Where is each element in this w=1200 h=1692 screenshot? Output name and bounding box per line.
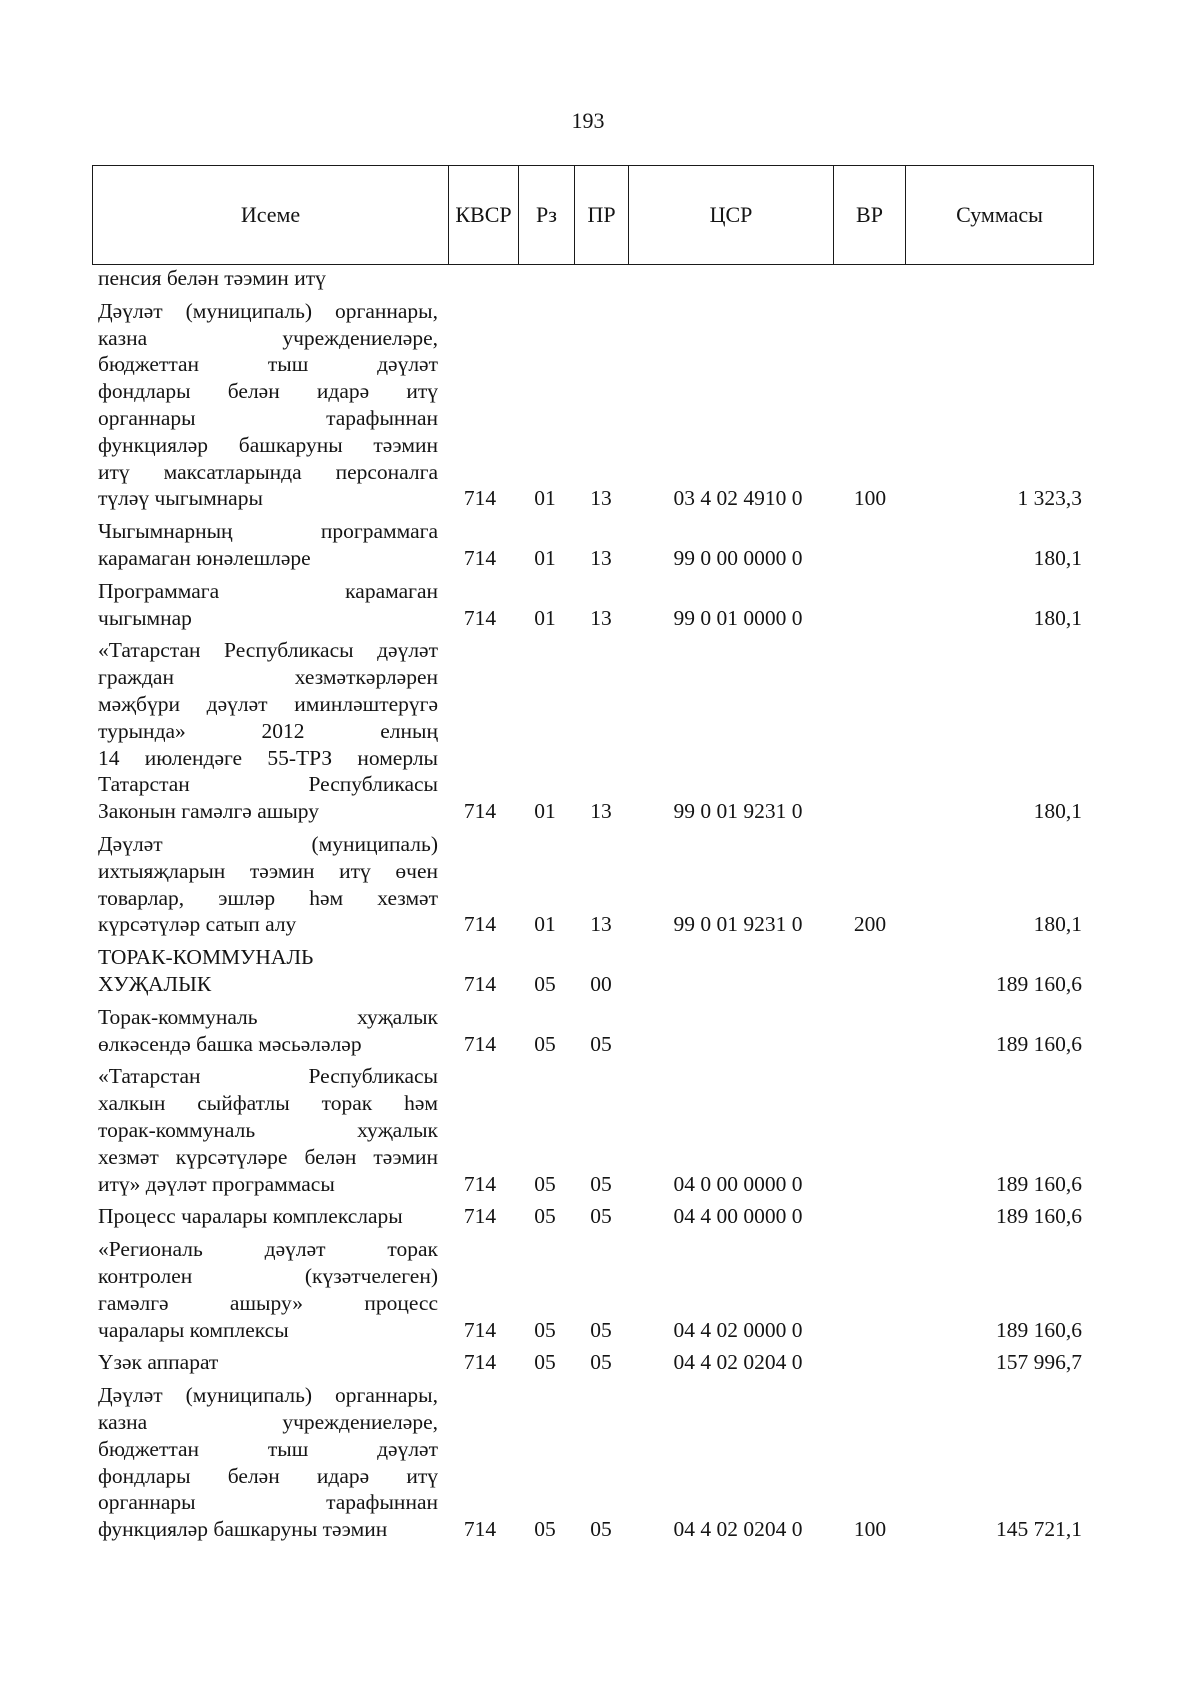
kvsr-cell: 714 [463, 971, 497, 996]
table-row [0, 1203, 1200, 1230]
header-pr: ПР [575, 166, 629, 264]
row-name-line: мәҗбүри дәүләт иминләштерүгә [98, 691, 438, 716]
table-body [0, 265, 1200, 1549]
row-name [98, 1004, 438, 1058]
table-row [0, 1382, 1200, 1543]
rz-cell: 01 [534, 486, 556, 511]
header-csr: ЦСР [629, 166, 834, 264]
pr-cell: 13 [590, 605, 612, 630]
row-name-line: Үзәк аппарат [98, 1350, 219, 1375]
rz-cell: 01 [534, 605, 556, 630]
row-name-line: ТОРАК-КОММУНАЛЬ [98, 945, 314, 970]
rz-cell: 01 [534, 912, 556, 937]
rz-cell: 01 [534, 799, 556, 824]
row-name [98, 1382, 438, 1543]
page-number: 193 [571, 108, 605, 133]
sum-cell: 189 160,6 [996, 1204, 1082, 1229]
csr-cell: 99 0 01 9231 0 [673, 912, 803, 937]
row-name-line: бюджеттан тыш дәүләт [98, 352, 438, 377]
row-name [98, 1349, 438, 1376]
row-name [98, 944, 438, 998]
row-name-line: «Татарстан Республикасы [98, 1064, 438, 1089]
table-row [0, 578, 1200, 632]
csr-cell: 03 4 02 4910 0 [673, 486, 803, 511]
csr-cell: 99 0 01 9231 0 [673, 799, 803, 824]
row-name-line: турында» 2012 елның [98, 718, 438, 743]
pr-cell: 05 [590, 1517, 612, 1542]
row-name-line: өлкәсендә башка мәсьәләләр [98, 1031, 362, 1056]
rz-cell: 01 [534, 545, 556, 570]
row-name-line: контролен (күзәтчелеген) [98, 1263, 438, 1288]
row-name-line: бюджеттан тыш дәүләт [98, 1436, 438, 1461]
row-name-line: пенсия белән тәэмин итү [98, 266, 326, 290]
row-name-line: Дәүләт (муниципаль) органнары, [98, 1383, 438, 1408]
pr-cell: 05 [590, 1350, 612, 1375]
rz-cell: 05 [534, 1204, 556, 1229]
table-row [0, 1236, 1200, 1343]
csr-cell: 04 4 02 0204 0 [673, 1350, 803, 1375]
row-name-line: Дәүләт (муниципаль) [98, 831, 438, 856]
row-name-line: Татарстан Республикасы [98, 772, 438, 797]
row-name-line: чыгымнар [98, 605, 192, 630]
vr-cell: 100 [853, 486, 887, 511]
rz-cell: 05 [534, 1317, 556, 1342]
sum-cell: 157 996,7 [996, 1350, 1082, 1375]
csr-cell: 04 4 00 0000 0 [673, 1204, 803, 1229]
row-name-line: фондлары белән идарә итү [98, 1463, 438, 1488]
pr-cell: 13 [590, 912, 612, 937]
kvsr-cell: 714 [463, 1517, 497, 1542]
pr-cell: 05 [590, 1204, 612, 1229]
row-name-line: ХУҖАЛЫК [98, 971, 212, 996]
csr-cell: 99 0 01 0000 0 [673, 605, 803, 630]
sum-cell: 180,1 [1033, 799, 1082, 824]
row-name-line: органнары тарафыннан [98, 405, 438, 430]
rz-cell: 05 [534, 971, 556, 996]
table-row [0, 1349, 1200, 1376]
table-row [0, 265, 1200, 292]
row-name-line: карамаган юнәлешләре [98, 545, 311, 570]
row-name [98, 1203, 438, 1230]
row-name [98, 265, 438, 292]
row-name-line: гамәлгә ашыру» процесс [98, 1290, 438, 1315]
header-rz: Рз [519, 166, 575, 264]
pr-cell: 05 [590, 1031, 612, 1056]
row-name-line: Процесс чаралары комплекслары [98, 1204, 403, 1229]
row-name-line: күрсәтүләр сатып алу [98, 912, 297, 937]
row-name-line: чаралары комплексы [98, 1317, 289, 1342]
table-row [0, 518, 1200, 572]
row-name-line: Законын гамәлгә ашыру [98, 799, 319, 824]
pr-cell: 13 [590, 486, 612, 511]
kvsr-cell: 714 [463, 1317, 497, 1342]
row-name-line: товарлар, эшләр һәм хезмәт [98, 885, 438, 910]
rz-cell: 05 [534, 1031, 556, 1056]
row-name-line: халкын сыйфатлы торак һәм [98, 1091, 438, 1116]
row-name-line: «Татарстан Республикасы дәүләт [98, 638, 438, 663]
row-name-line: Программага карамаган [98, 578, 438, 603]
kvsr-cell: 714 [463, 545, 497, 570]
header-name: Исеме [93, 166, 449, 264]
pr-cell: 13 [590, 545, 612, 570]
row-name-line: торак-коммуналь хуҗалык [98, 1117, 438, 1142]
table-row [0, 1063, 1200, 1197]
pr-cell: 05 [590, 1171, 612, 1196]
kvsr-cell: 714 [463, 912, 497, 937]
row-name-line: ихтыяҗларын тәэмин итү өчен [98, 858, 438, 883]
kvsr-cell: 714 [463, 799, 497, 824]
csr-cell: 04 4 02 0000 0 [673, 1317, 803, 1342]
row-name-line: Дәүләт (муниципаль) органнары, [98, 298, 438, 323]
row-name-line: «Региональ дәүләт торак [98, 1237, 438, 1262]
kvsr-cell: 714 [463, 1171, 497, 1196]
vr-cell: 100 [853, 1517, 887, 1542]
row-name-line: 14 июлендәге 55-ТРЗ номерлы [98, 745, 438, 770]
sum-cell: 189 160,6 [996, 971, 1082, 996]
row-name-line: хезмәт күрсәтүләре белән тәэмин [98, 1144, 438, 1169]
row-name [98, 1236, 438, 1343]
table-row [0, 1004, 1200, 1058]
row-name-line: түләү чыгымнары [98, 486, 263, 511]
row-name [98, 831, 438, 938]
row-name-line: итү максатларында персоналга [98, 459, 438, 484]
csr-cell: 99 0 00 0000 0 [673, 545, 803, 570]
table-row [0, 298, 1200, 512]
rz-cell: 05 [534, 1350, 556, 1375]
pr-cell: 05 [590, 1317, 612, 1342]
kvsr-cell: 714 [463, 486, 497, 511]
table-header [92, 165, 1094, 265]
kvsr-cell: 714 [463, 605, 497, 630]
sum-cell: 189 160,6 [996, 1317, 1082, 1342]
header-kvsr: КВСР [449, 166, 519, 264]
sum-cell: 145 721,1 [996, 1517, 1082, 1542]
sum-cell: 180,1 [1033, 605, 1082, 630]
table-row [0, 831, 1200, 938]
header-vr: ВР [834, 166, 906, 264]
row-name-line: итү» дәүләт программасы [98, 1171, 335, 1196]
row-name-line: функцияләр башкаруны тәэмин [98, 1517, 388, 1542]
header-sum: Суммасы [956, 202, 1043, 227]
row-name [98, 298, 438, 512]
sum-cell: 189 160,6 [996, 1171, 1082, 1196]
row-name-line: органнары тарафыннан [98, 1490, 438, 1515]
pr-cell: 00 [590, 971, 612, 996]
sum-cell: 1 323,3 [1017, 486, 1082, 511]
vr-cell: 200 [853, 912, 887, 937]
rz-cell: 05 [534, 1171, 556, 1196]
kvsr-cell: 714 [463, 1204, 497, 1229]
row-name-line: Чыгымнарның программага [98, 519, 438, 544]
row-name [98, 518, 438, 572]
pr-cell: 13 [590, 799, 612, 824]
row-name-line: казна учреждениеләре, [98, 325, 438, 350]
table-row [0, 944, 1200, 998]
row-name [98, 578, 438, 632]
csr-cell: 04 0 00 0000 0 [673, 1171, 803, 1196]
row-name-line: фондлары белән идарә итү [98, 379, 438, 404]
kvsr-cell: 714 [463, 1031, 497, 1056]
sum-cell: 180,1 [1033, 545, 1082, 570]
sum-cell: 189 160,6 [996, 1031, 1082, 1056]
csr-cell: 04 4 02 0204 0 [673, 1517, 803, 1542]
kvsr-cell: 714 [463, 1350, 497, 1375]
row-name-line: функцияләр башкаруны тәэмин [98, 432, 438, 457]
table-row [0, 637, 1200, 825]
row-name-line: казна учреждениеләре, [98, 1409, 438, 1434]
row-name-line: граждан хезмәткәрләрен [98, 665, 438, 690]
row-name [98, 1063, 438, 1197]
sum-cell: 180,1 [1033, 912, 1082, 937]
rz-cell: 05 [534, 1517, 556, 1542]
row-name [98, 637, 438, 825]
row-name-line: Торак-коммуналь хуҗалык [98, 1004, 438, 1029]
